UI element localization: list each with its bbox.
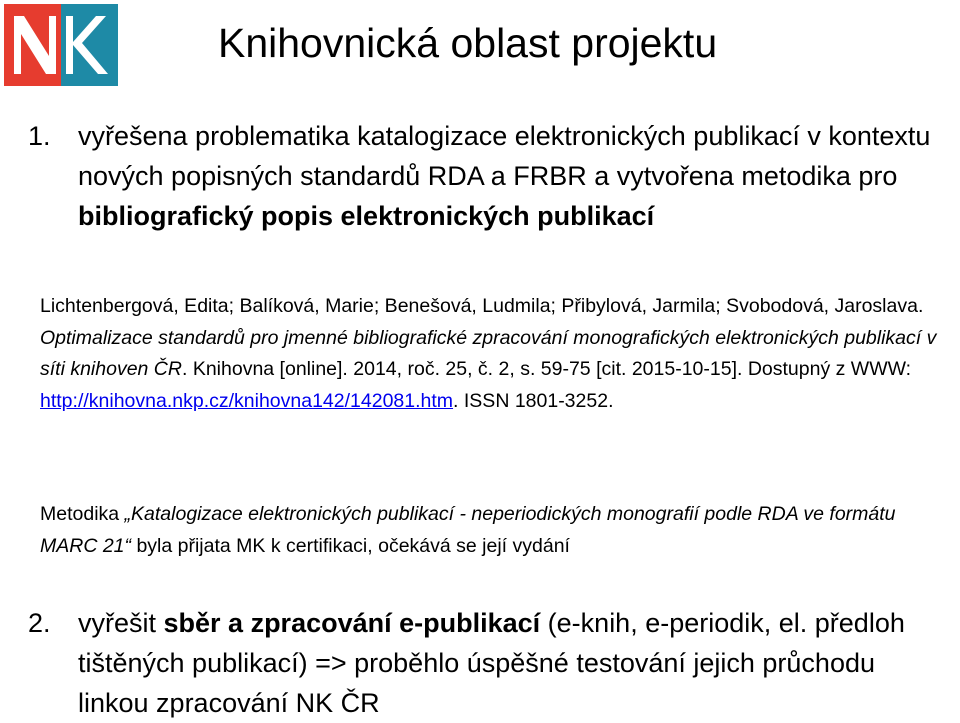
list-item-1-text <box>78 116 944 236</box>
reference-link[interactable]: http://knihovna.nkp.cz/knihovna142/142081.htm <box>40 389 454 412</box>
list-item-1-text-a: vyřešena problematika katalogizace elektronických publikací v kontextu nových popisných standardů RDA a FRBR a vytvořena metodika pro <box>78 121 931 191</box>
list-number-1: 1. <box>28 121 51 151</box>
reference-issn: . ISSN 1801-3252. <box>453 389 614 412</box>
methodology-suffix: byla přijata MK k certifikaci, očekává se její vydání <box>131 534 570 557</box>
methodology-note <box>40 499 945 562</box>
list-item-2-text-b: (e-knih, e-periodik, el. předloh tištěných publikací) => proběhlo úspěšné testování jejich průchodu linkou zpracování NK ČR <box>78 608 905 718</box>
methodology-title: „Katalogizace elektronických publikací - neperiodických monografií podle RDA ve formátu MARC 21“ <box>40 503 896 557</box>
reference-details: . Knihovna [online]. 2014, roč. 25, č. 2, s. 59-75 [cit. 2015-10-15]. Dostupný z WWW: <box>181 358 912 380</box>
page-title: Knihovnická oblast projektu <box>218 20 718 66</box>
list-item-2 <box>28 603 944 723</box>
reference-title: Optimalizace standardů pro jmenné bibliografické zpracování monografických elektronických publikací v síti knihoven ČR <box>40 326 937 380</box>
list-item-1 <box>28 116 944 236</box>
reference-authors: Lichtenbergová, Edita; Balíková, Marie; Benešová, Ludmila; Přibylová, Jarmila; Svobodová, Jaroslava. <box>40 295 924 317</box>
nk-logo <box>4 4 118 86</box>
list-item-2-text-a: vyřešit <box>78 608 164 638</box>
list-number-2: 2. <box>28 608 51 638</box>
list-item-2-bold: sběr a zpracování e-publikací <box>163 608 541 638</box>
list-item-1-bold: bibliografický popis elektronických publikací <box>78 201 655 231</box>
methodology-prefix: Metodika <box>40 503 125 525</box>
reference-citation <box>40 291 945 417</box>
list-item-2-text <box>78 603 944 723</box>
